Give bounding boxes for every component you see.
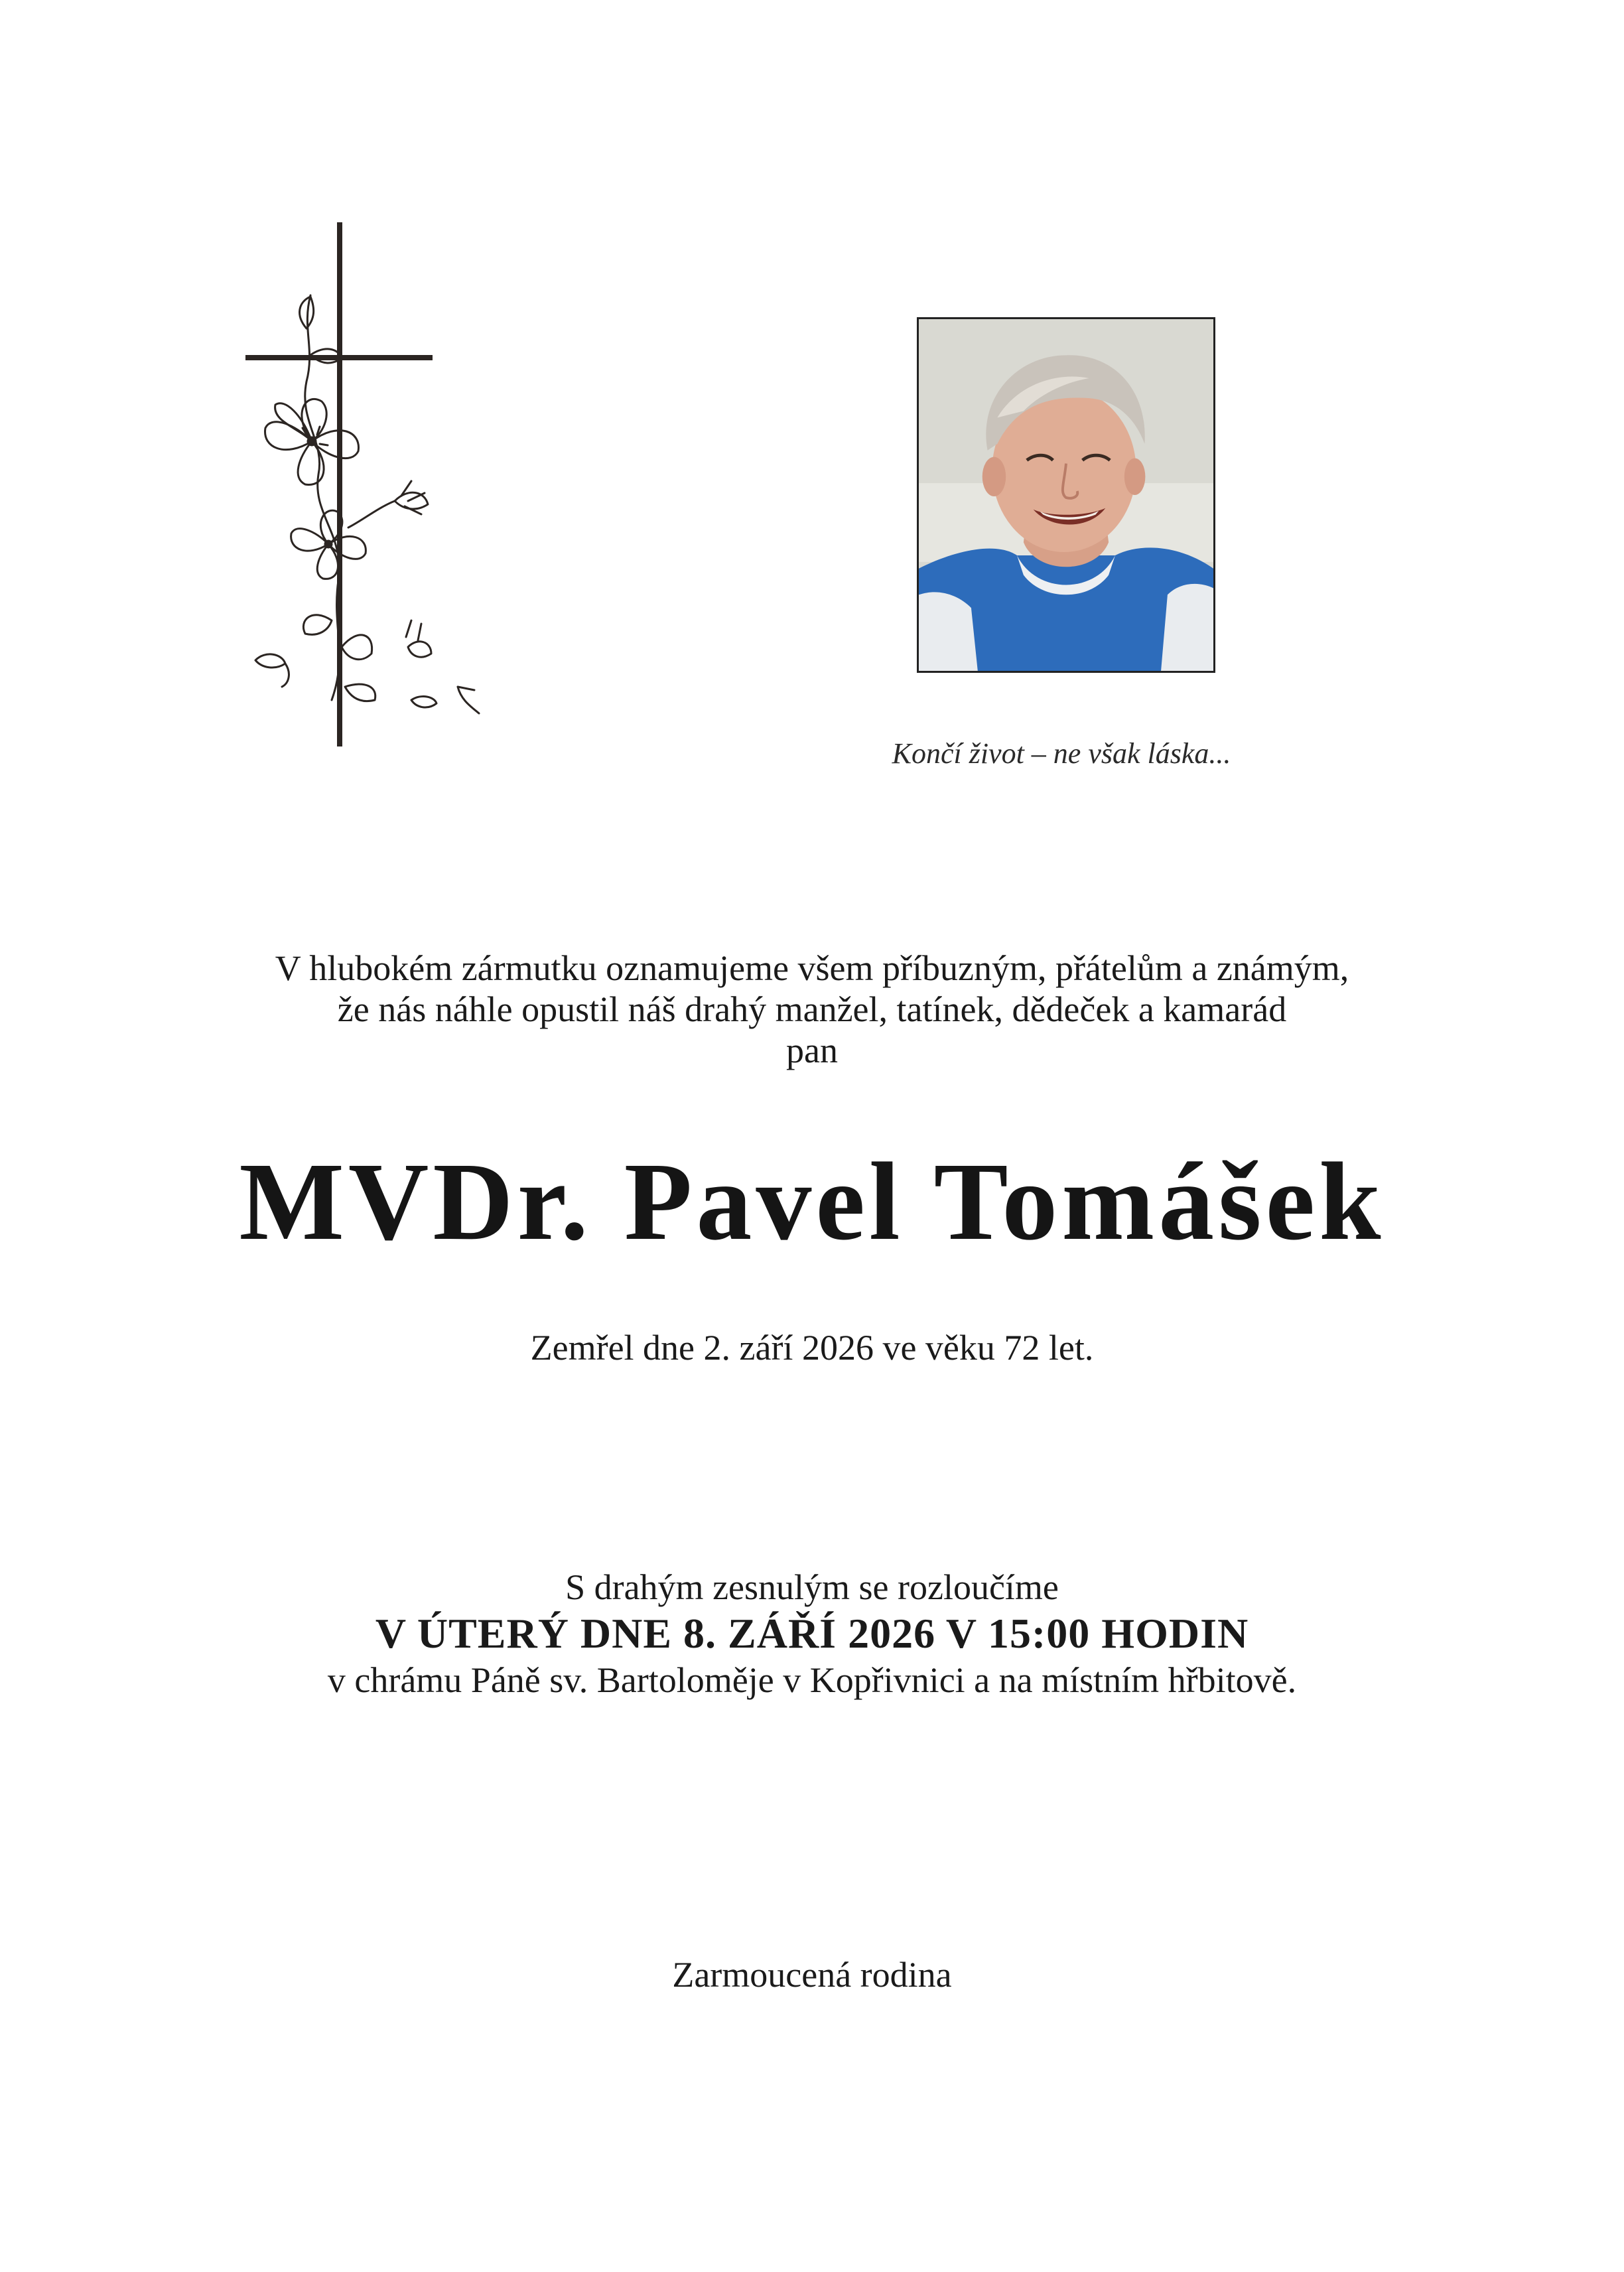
announcement-text (133, 948, 1491, 1071)
cross-with-flowers-icon (232, 222, 511, 753)
funeral-details (133, 1566, 1491, 1701)
funeral-location: v chrámu Páně sv. Bartoloměje v Kopřivnici a na místním hřbitově. (327, 1660, 1297, 1700)
death-date-notice: Zemřel dne 2. září 2026 ve věku 72 let. (530, 1328, 1094, 1368)
deceased-portrait-photo (917, 317, 1215, 673)
farewell-intro: S drahým zesnulým se rozloučíme (565, 1567, 1059, 1607)
announcement-line: pan (786, 1030, 838, 1070)
announcement-line: V hlubokém zármutku oznamujeme všem příbuzným, přátelům a známým, (275, 948, 1349, 988)
motto-quote: Končí život – ne však láska... (892, 737, 1231, 770)
funeral-date-time: V ÚTERÝ DNE 8. ZÁŘÍ 2026 V 15:00 HODIN (375, 1610, 1249, 1657)
family-signature: Zarmoucená rodina (672, 1955, 952, 1995)
deceased-name-heading: MVDr. Pavel Tomášek (239, 1140, 1385, 1263)
announcement-line: že nás náhle opustil náš drahý manžel, tatínek, dědeček a kamarád (337, 989, 1287, 1029)
